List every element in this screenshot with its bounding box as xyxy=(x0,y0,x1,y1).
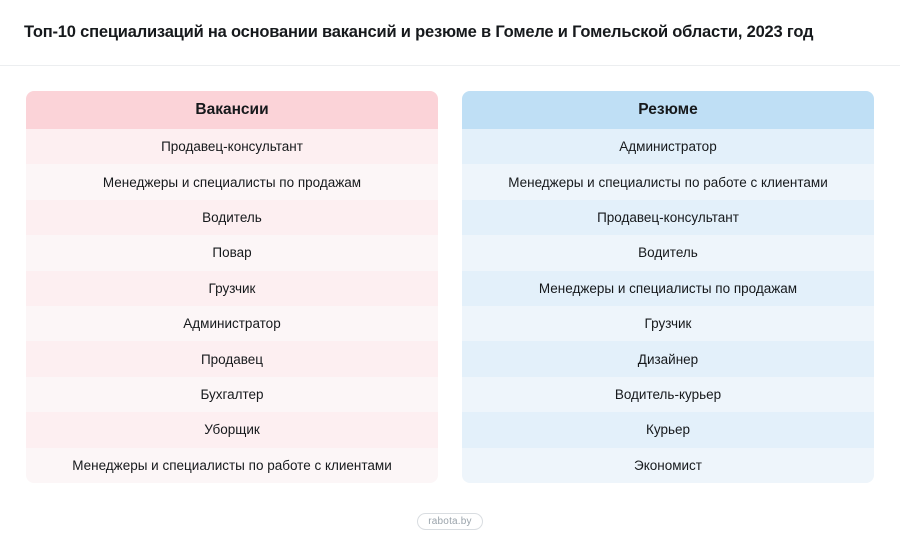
specializations-columns xyxy=(0,66,900,483)
list-item: Продавец xyxy=(26,341,438,376)
resume-list xyxy=(462,129,874,483)
footer xyxy=(0,513,900,530)
list-item: Водитель xyxy=(462,235,874,270)
list-item: Курьер xyxy=(462,412,874,447)
list-item: Администратор xyxy=(26,306,438,341)
list-item: Водитель xyxy=(26,200,438,235)
list-item: Менеджеры и специалисты по работе с клиентами xyxy=(462,164,874,199)
list-item: Администратор xyxy=(462,129,874,164)
list-item: Менеджеры и специалисты по работе с клиентами xyxy=(26,448,438,483)
resume-column xyxy=(462,91,874,483)
list-item: Продавец-консультант xyxy=(462,200,874,235)
list-item: Менеджеры и специалисты по продажам xyxy=(26,164,438,199)
page-title: Топ-10 специализаций на основании вакансий и резюме в Гомеле и Гомельской области, 2023 год xyxy=(24,22,814,41)
list-item: Дизайнер xyxy=(462,341,874,376)
list-item: Экономист xyxy=(462,448,874,483)
vacancies-column-header: Вакансии xyxy=(26,91,438,129)
header xyxy=(0,0,900,66)
vacancies-column xyxy=(26,91,438,483)
vacancies-list xyxy=(26,129,438,483)
list-item: Повар xyxy=(26,235,438,270)
list-item: Уборщик xyxy=(26,412,438,447)
list-item: Грузчик xyxy=(462,306,874,341)
list-item: Бухгалтер xyxy=(26,377,438,412)
list-item: Продавец-консультант xyxy=(26,129,438,164)
watermark-badge: rabota.by xyxy=(417,513,483,530)
list-item: Грузчик xyxy=(26,271,438,306)
list-item: Водитель-курьер xyxy=(462,377,874,412)
resume-column-header: Резюме xyxy=(462,91,874,129)
list-item: Менеджеры и специалисты по продажам xyxy=(462,271,874,306)
